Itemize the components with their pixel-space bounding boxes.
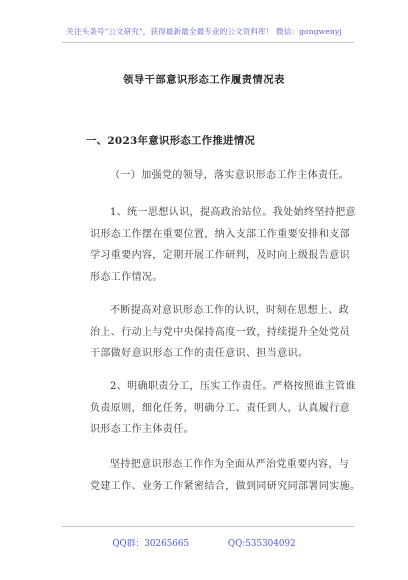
footer xyxy=(0,536,408,549)
footer-divider xyxy=(62,526,354,527)
header-divider xyxy=(62,42,354,43)
header-banner: 关注头条号"公文研究"，获得最新最全最专业的公文资料库！ 微信：gongwenyj xyxy=(66,27,342,36)
paragraph-line: 不断提高对意识形态工作的认识，时刻在思想上、政 xyxy=(110,305,350,316)
paragraph-line: 干部做好意识形态工作的责任意识、担当意识。 xyxy=(90,348,309,359)
subheading-text: （一）加强党的领导，落实意识形态工作主体责任。 xyxy=(110,170,350,181)
document-title: 领导干部意识形态工作履责情况表 xyxy=(123,74,285,86)
paragraph-3 xyxy=(90,376,358,441)
paragraph-2 xyxy=(90,300,358,365)
paragraph-line: 识形态工作摆在重要位置，纳入支部工作重要安排和支部 xyxy=(90,228,350,240)
paragraph-line: 治上、行动上与党中央保持高度一致，持续提升全处党员 xyxy=(90,326,350,338)
paragraph-line: 学习重要内容，定期开展工作研判，及时向上级报告意识 xyxy=(90,250,350,261)
paragraph-1 xyxy=(90,202,358,288)
paragraph-line: 1、统一思想认识，提高政治站位。我处始终坚持把意 xyxy=(110,207,356,218)
paragraph-line: 2、明确职责分工，压实工作责任。严格按照谁主管谁 xyxy=(110,381,356,392)
subheading-1 xyxy=(90,165,358,187)
qq-group-text: QQ群：30265665 xyxy=(112,539,190,549)
paragraph-line: 形态工作情况。 xyxy=(90,271,163,283)
paragraph-line: 党建工作、业务工作紧密结合，做到同研究同部署同实施。 xyxy=(90,480,361,492)
paragraph-line: 坚持把意识形态工作作为全面从严治党重要内容，与 xyxy=(110,459,350,470)
paragraph-line: 识形态工作主体责任。 xyxy=(90,424,194,435)
paragraph-line: 负责原则，细化任务，明确分工、责任到人，认真履行意 xyxy=(90,402,350,414)
qq-text: QQ:535304092 xyxy=(227,539,296,549)
section-heading: 一、2023年意识形态工作推进情况 xyxy=(86,135,256,147)
paragraph-4 xyxy=(90,454,361,497)
